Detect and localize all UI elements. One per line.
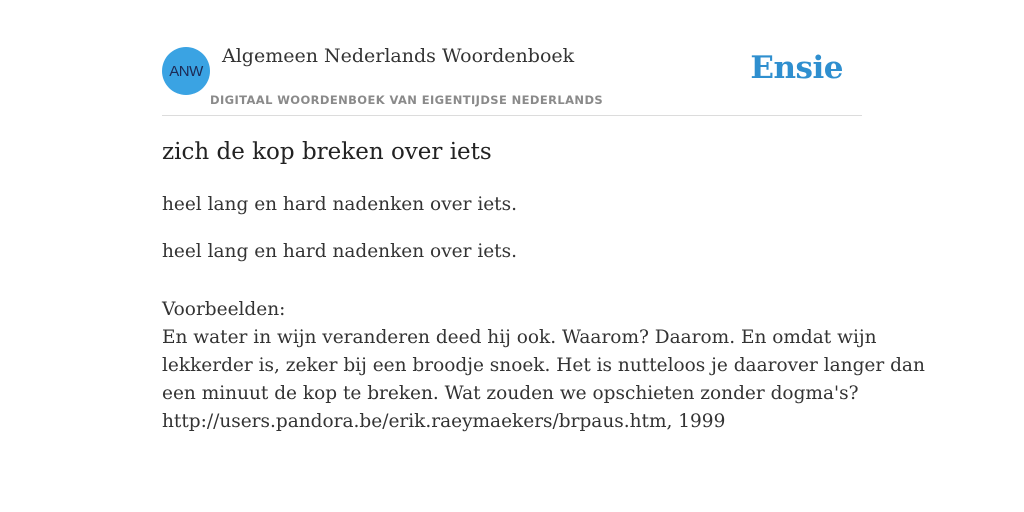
definition: heel lang en hard nadenken over iets. bbox=[162, 194, 517, 215]
example-line: lekkerder is, zeker bij een broodje snoek. Het is nutteloos je daarover langer dan bbox=[162, 355, 925, 376]
site-header bbox=[162, 0, 862, 116]
ensie-brand-logo[interactable]: Ensie bbox=[750, 50, 843, 86]
examples-section bbox=[162, 296, 925, 436]
example-line: een minuut de kop te breken. Wat zouden we opschieten zonder dogma's? bbox=[162, 383, 859, 404]
definition: heel lang en hard nadenken over iets. bbox=[162, 241, 517, 262]
site-title[interactable]: Algemeen Nederlands Woordenboek bbox=[222, 45, 575, 67]
example-line: En water in wijn veranderen deed hij ook. Waarom? Daarom. En omdat wijn bbox=[162, 327, 877, 348]
entry-card bbox=[162, 0, 925, 512]
site-subtitle: DIGITAAL WOORDENBOEK VAN EIGENTIJDSE NEDERLANDS bbox=[210, 93, 604, 107]
examples-label: Voorbeelden: bbox=[162, 299, 286, 320]
anw-logo[interactable]: ANW bbox=[162, 47, 210, 95]
example-source: http://users.pandora.be/erik.raeymaekers/brpaus.htm, 1999 bbox=[162, 411, 726, 432]
headword: zich de kop breken over iets bbox=[162, 139, 492, 165]
